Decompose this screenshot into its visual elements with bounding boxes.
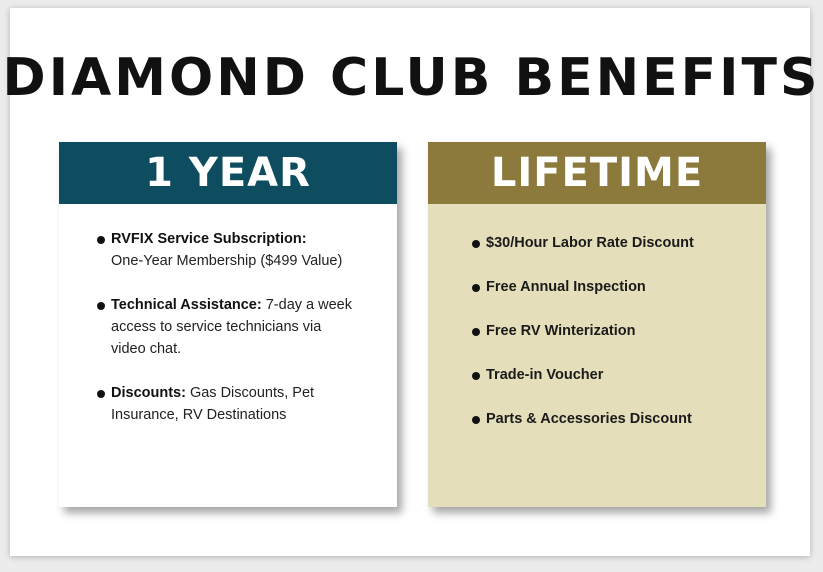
bullet-icon	[97, 302, 105, 310]
benefit-label: Technical Assistance:	[111, 297, 262, 313]
bullet-icon	[472, 328, 480, 336]
benefit-text: $30/Hour Labor Rate Discount	[486, 235, 694, 251]
benefit-label: Discounts:	[111, 385, 186, 401]
list-item	[472, 364, 752, 386]
one-year-header: 1 YEAR	[59, 142, 397, 204]
bullet-icon	[97, 390, 105, 398]
list-item	[97, 382, 357, 426]
bullet-icon	[97, 236, 105, 244]
bullet-icon	[472, 372, 480, 380]
list-item	[472, 232, 752, 254]
benefit-text: Free Annual Inspection	[486, 279, 646, 295]
one-year-card	[59, 142, 397, 507]
bullet-icon	[472, 416, 480, 424]
list-item	[97, 294, 357, 360]
lifetime-card	[428, 142, 766, 507]
lifetime-header: LIFETIME	[428, 142, 766, 204]
one-year-benefits-list	[97, 228, 357, 448]
benefit-text: Parts & Accessories Discount	[486, 411, 692, 427]
benefit-text: 7-day a week access to service technicians via video chat.	[111, 297, 352, 357]
list-item	[472, 320, 752, 342]
benefit-label: RVFIX Service Subscription:	[111, 231, 307, 247]
list-item	[472, 408, 752, 430]
benefit-text: Free RV Winterization	[486, 323, 636, 339]
list-item	[97, 228, 357, 272]
benefit-text: One-Year Membership ($499 Value)	[111, 253, 343, 269]
bullet-icon	[472, 240, 480, 248]
bullet-icon	[472, 284, 480, 292]
benefit-text: Gas Discounts, Pet Insurance, RV Destinations	[111, 385, 315, 423]
lifetime-benefits-list	[472, 232, 752, 452]
list-item	[472, 276, 752, 298]
benefit-text: Trade-in Voucher	[486, 367, 604, 383]
page-title: DIAMOND CLUB BENEFITS	[2, 48, 821, 108]
